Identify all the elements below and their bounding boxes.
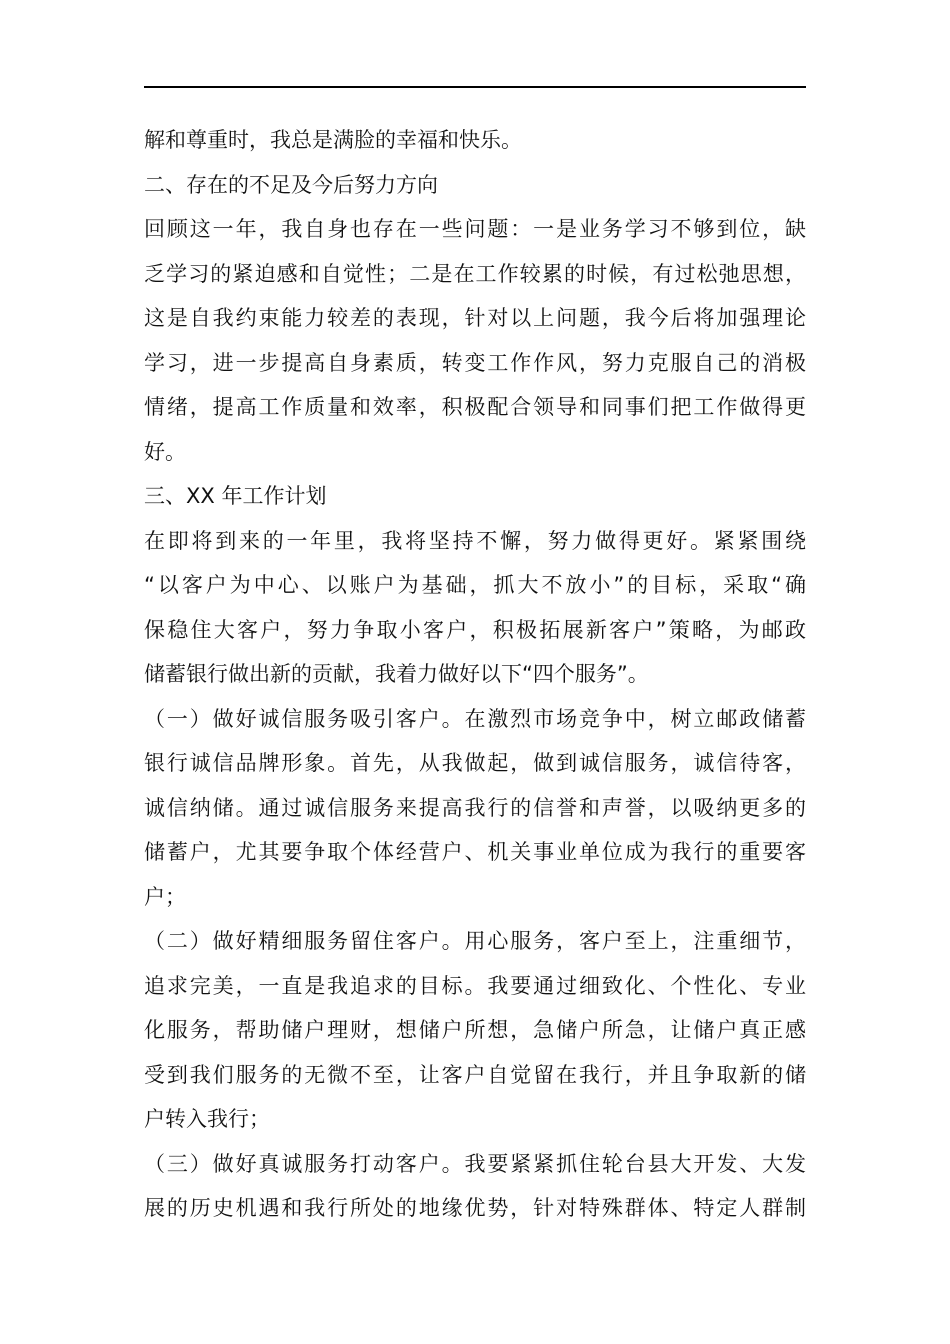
- text-line: 户转入我行；: [144, 1107, 270, 1131]
- text-line: 展的历史机遇和我行所处的地缘优势，针对特殊群体、特定人群制: [144, 1196, 806, 1220]
- text-line: 这是自我约束能力较差的表现，针对以上问题，我今后将加强理论: [144, 306, 806, 330]
- text-line: 二、存在的不足及今后努力方向: [144, 172, 438, 197]
- text-line: 储蓄户，尤其要争取个体经营户、机关事业单位成为我行的重要客: [144, 840, 806, 864]
- text-line: 乏学习的紧迫感和自觉性；二是在工作较累的时候，有过松弛思想，: [144, 261, 806, 286]
- text-line: 解和尊重时，我总是满脸的幸福和快乐。: [144, 128, 522, 152]
- text-line: 保稳住大客户，努力争取小客户，积极拓展新客户”策略，为邮政: [144, 617, 806, 642]
- text-line: 好。: [144, 439, 186, 464]
- text-line: 银行诚信品牌形象。首先，从我做起，做到诚信服务，诚信待客，: [144, 751, 806, 775]
- text-line: 追求完美，一直是我追求的目标。我要通过细致化、个性化、专业: [144, 973, 806, 998]
- text-line: “以客户为中心、以账户为基础，抓大不放小”的目标，采取“确: [144, 573, 806, 597]
- text-line: 户；: [144, 884, 186, 909]
- text-line: （一）做好诚信服务吸引客户。在激烈市场竞争中，树立邮政储蓄: [144, 706, 806, 731]
- text-line: 回顾这一年，我自身也存在一些问题：一是业务学习不够到位，缺: [144, 217, 806, 241]
- text-line: 情绪，提高工作质量和效率，积极配合领导和同事们把工作做得更: [144, 395, 806, 419]
- header-rule: [144, 86, 806, 88]
- text-line: 三、XX 年工作计划: [144, 484, 327, 508]
- text-line: 学习，进一步提高自身素质，转变工作作风，努力克服自己的消极: [144, 350, 806, 375]
- text-line: 诚信纳储。通过诚信服务来提高我行的信誉和声誉，以吸纳更多的: [144, 795, 806, 820]
- text-line: 化服务，帮助储户理财，想储户所想，急储户所急，让储户真正感: [144, 1018, 806, 1042]
- text-line: （三）做好真诚服务打动客户。我要紧紧抓住轮台县大开发、大发: [144, 1151, 806, 1176]
- document-body: [144, 118, 806, 1231]
- text-line: 受到我们服务的无微不至，让客户自觉留在我行，并且争取新的储: [144, 1062, 806, 1087]
- text-line: 在即将到来的一年里，我将坚持不懈，努力做得更好。紧紧围绕: [144, 528, 806, 553]
- text-line: 储蓄银行做出新的贡献，我着力做好以下“四个服务”。: [144, 662, 649, 686]
- text-line: （二）做好精细服务留住客户。用心服务，客户至上，注重细节，: [144, 929, 806, 953]
